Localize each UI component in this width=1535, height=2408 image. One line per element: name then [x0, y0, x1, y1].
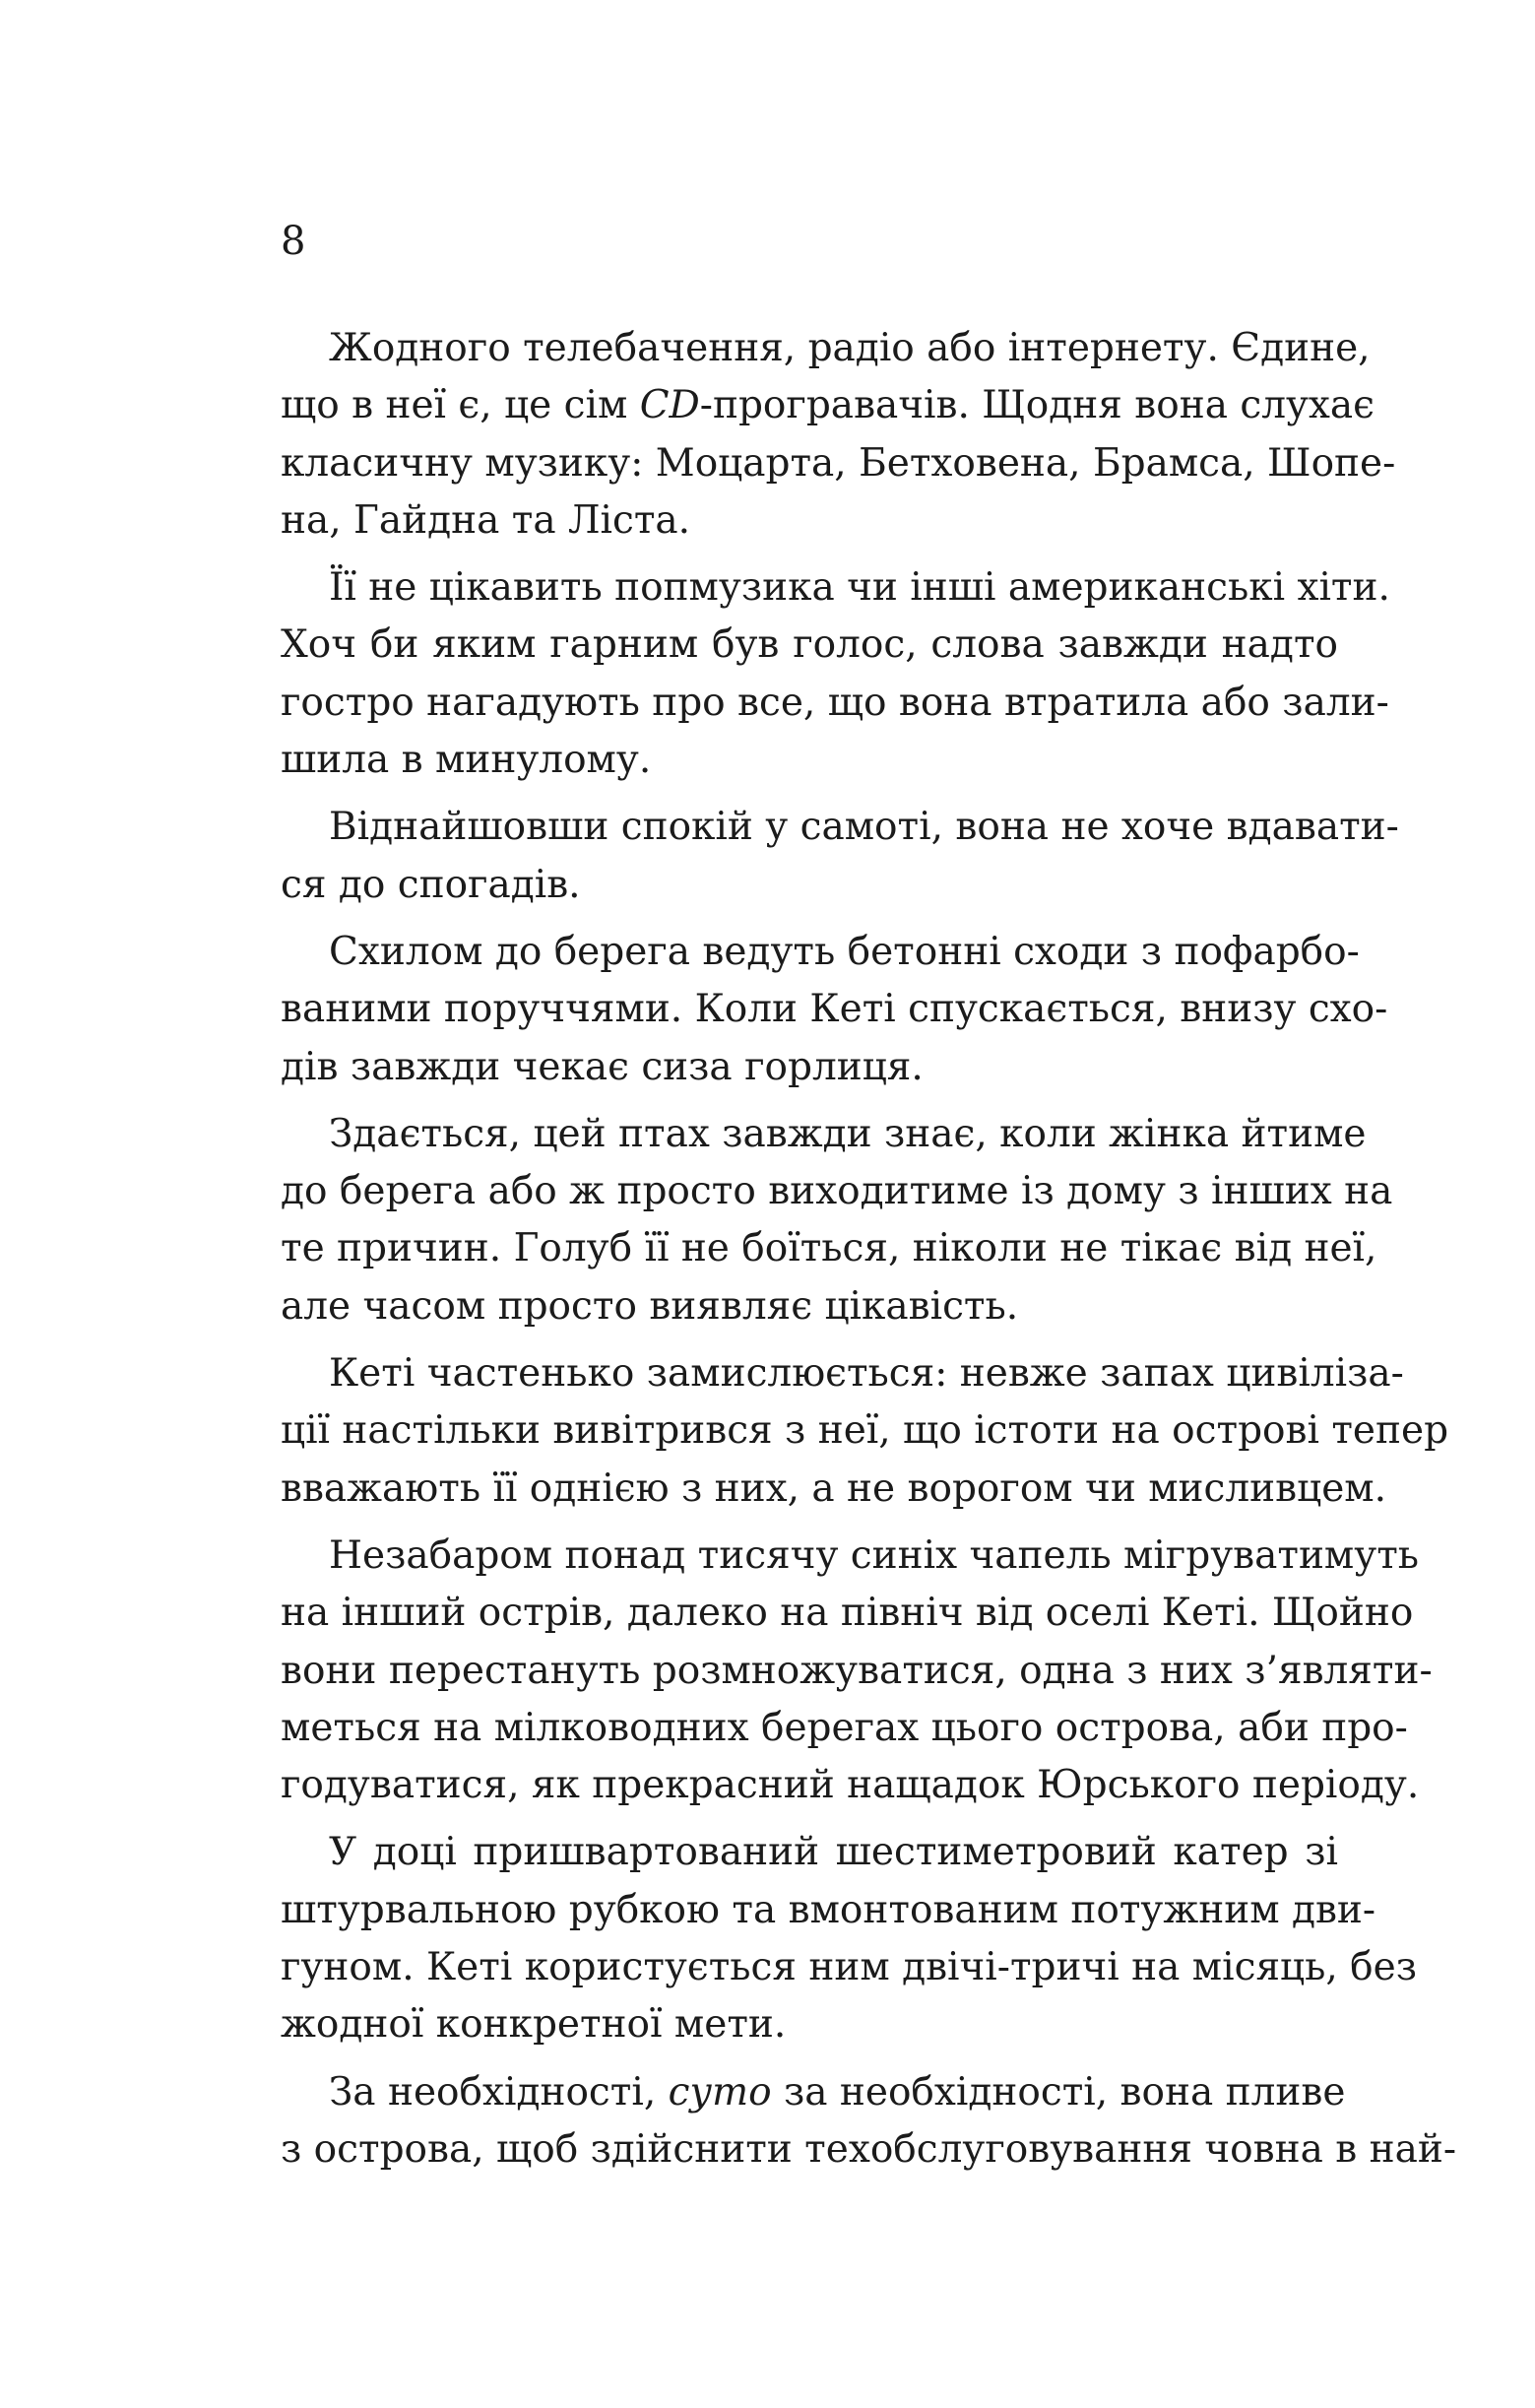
- text-line: [281, 924, 1360, 981]
- text-line: [281, 1996, 1338, 2053]
- body-text: [281, 320, 1456, 2179]
- paragraph-gap: [281, 914, 1338, 924]
- text-segment: що в неї є, це сім: [281, 383, 640, 428]
- text-segment: штурвальною рубкою та вмонтованим потужним дви-: [281, 1887, 1376, 1932]
- text-segment: Хоч би яким гарним був голос, слова завжди надто: [281, 622, 1338, 668]
- text-segment: Здається, цей птах завжди знає, коли жінка йтиме: [329, 1111, 1367, 1156]
- text-line: [281, 1700, 1408, 1757]
- paragraph-gap: [281, 1518, 1338, 1528]
- text-line: [281, 1345, 1404, 1402]
- text-segment: ваними поруччями. Коли Кеті спускається, внизу схо-: [281, 987, 1388, 1032]
- text-line: [281, 435, 1396, 492]
- paragraph: [281, 320, 1396, 550]
- paragraph-gap: [281, 550, 1338, 559]
- text-line: [281, 1939, 1417, 1996]
- text-segment: Незабаром понад тисячу синіх чапель мігруватимуть: [329, 1532, 1420, 1578]
- text-line: [281, 1163, 1393, 1220]
- text-segment: до берега або ж просто виходитиме із дому з інших на: [281, 1169, 1393, 1214]
- text-line: [281, 492, 1338, 550]
- text-line: [281, 1039, 1338, 1096]
- text-line: [281, 1757, 1420, 1814]
- text-segment: на інший острів, далеко на північ від оселі Кеті. Щойно: [281, 1591, 1414, 1636]
- text-segment: годуватися, як прекрасний нащадок Юрського періоду.: [281, 1763, 1420, 1808]
- italic-text: CD: [639, 383, 700, 428]
- text-segment: Схилом до берега ведуть бетонні сходи з пофарбо-: [329, 929, 1360, 974]
- text-line: [281, 1882, 1376, 1939]
- text-segment: У доці пришвартований шестиметровий катер зі: [329, 1830, 1338, 1875]
- paragraph-gap: [281, 1096, 1338, 1106]
- text-segment: вважають її однією з них, а не ворогом чи мисливцем.: [281, 1465, 1387, 1511]
- text-line: [281, 675, 1389, 732]
- paragraph: [281, 559, 1390, 789]
- paragraph: [281, 1345, 1449, 1518]
- text-line: [281, 1643, 1433, 1700]
- paragraph-gap: [281, 1814, 1338, 1824]
- text-segment: шила в минулому.: [281, 738, 652, 783]
- paragraph: [281, 2064, 1456, 2180]
- text-line: [281, 559, 1390, 617]
- text-line: [281, 320, 1371, 377]
- text-line: [281, 1402, 1449, 1460]
- text-segment: гостро нагадують про все, що вона втратила або зали-: [281, 680, 1389, 725]
- text-line: [281, 2064, 1346, 2121]
- text-line: [281, 857, 1338, 914]
- text-line: [281, 1106, 1367, 1163]
- page-number: 8: [281, 219, 306, 264]
- text-segment: за необхідності, вона пливе: [771, 2069, 1346, 2115]
- text-segment: вони перестануть розмножуватися, одна з них з’являти-: [281, 1648, 1433, 1693]
- text-segment: з острова, щоб здійснити техобслуговування човна в най-: [281, 2126, 1456, 2172]
- text-line: [281, 617, 1338, 674]
- paragraph: [281, 1106, 1393, 1335]
- text-line: [281, 1585, 1414, 1642]
- paragraph-gap: [281, 2054, 1338, 2064]
- text-segment: на, Гайдна та Ліста.: [281, 497, 691, 543]
- paragraph: [281, 1824, 1417, 2053]
- italic-text: суто: [668, 2069, 772, 2115]
- text-segment: меться на мілководних берегах цього острова, аби про-: [281, 1705, 1408, 1750]
- text-line: [281, 2121, 1456, 2179]
- text-segment: але часом просто виявляє цікавість.: [281, 1283, 1019, 1329]
- text-segment: гуном. Кеті користується ним двічі-тричі на місяць, без: [281, 1945, 1417, 1990]
- text-segment: Віднайшовши спокій у самоті, вона не хоче вдавати-: [329, 805, 1399, 850]
- text-segment: ся до спогадів.: [281, 862, 581, 907]
- text-line: [281, 1220, 1377, 1277]
- text-segment: -програвачів. Щодня вона слухає: [699, 383, 1375, 428]
- paragraph-gap: [281, 789, 1338, 799]
- text-line: [281, 1528, 1420, 1585]
- paragraph: [281, 924, 1388, 1096]
- text-segment: жодної конкретної мети.: [281, 2002, 787, 2048]
- paragraph: [281, 799, 1399, 914]
- paragraph: [281, 1528, 1433, 1814]
- text-line: [281, 1824, 1338, 1881]
- text-line: [281, 981, 1388, 1038]
- text-segment: Її не цікавить попмузика чи інші американські хіти.: [329, 565, 1390, 611]
- text-line: [281, 1461, 1387, 1518]
- text-segment: ції настільки вивітрився з неї, що істоти на острові тепер: [281, 1408, 1449, 1454]
- text-line: [281, 799, 1399, 856]
- paragraph-gap: [281, 1335, 1338, 1345]
- text-segment: За необхідності,: [329, 2069, 669, 2115]
- text-line: [281, 1278, 1338, 1335]
- text-segment: Жодного телебачення, радіо або інтернету. Єдине,: [329, 326, 1371, 370]
- text-line: [281, 377, 1375, 434]
- text-segment: класичну музику: Моцарта, Бетховена, Брамса, Шопе-: [281, 440, 1396, 486]
- text-line: [281, 732, 1338, 789]
- text-segment: те причин. Голуб її не боїться, ніколи не тікає від неї,: [281, 1226, 1377, 1271]
- text-segment: дів завжди чекає сиза горлиця.: [281, 1044, 924, 1089]
- text-segment: Кеті частенько замислюється: невже запах цивіліза-: [329, 1351, 1404, 1397]
